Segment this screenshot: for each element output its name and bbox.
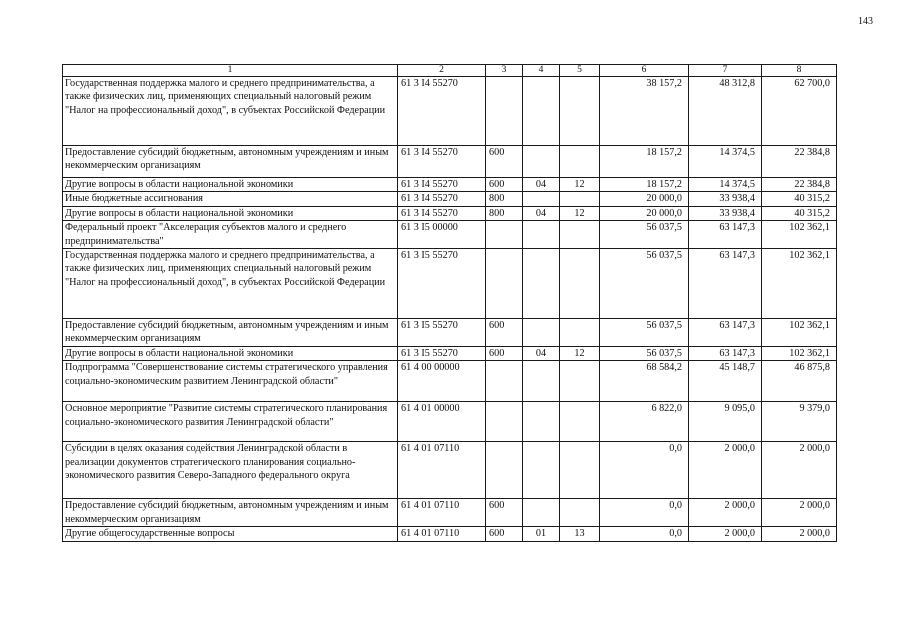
amount-cell: 22 384,8 [762,178,837,192]
amount-cell: 63 147,3 [689,319,762,347]
amount-cell: 20 000,0 [600,206,689,220]
amount-cell: 68 584,2 [600,361,689,402]
subsection-cell [560,77,600,146]
amount-cell: 0,0 [600,442,689,499]
subsection-cell [560,221,600,249]
amount-cell: 2 000,0 [762,442,837,499]
budget-table [62,64,837,542]
table-row [63,442,837,499]
expense-type-cell: 600 [486,319,523,347]
expense-type-cell [486,221,523,249]
expense-type-cell [486,249,523,319]
amount-cell: 63 147,3 [689,347,762,361]
expense-type-cell: 600 [486,146,523,178]
row-name-cell: Предоставление субсидий бюджетным, автономным учреждениям и иным некоммерческим организациям [63,146,398,178]
column-header: 6 [600,65,689,77]
target-article-cell: 61 3 I4 55270 [398,146,486,178]
target-article-cell: 61 4 01 07110 [398,499,486,527]
table-row [63,347,837,361]
amount-cell: 63 147,3 [689,221,762,249]
table-row [63,402,837,442]
amount-cell: 56 037,5 [600,347,689,361]
target-article-cell: 61 3 I4 55270 [398,77,486,146]
section-cell [523,77,560,146]
target-article-cell: 61 4 01 07110 [398,527,486,541]
amount-cell: 14 374,5 [689,178,762,192]
amount-cell: 18 157,2 [600,146,689,178]
subsection-cell: 12 [560,347,600,361]
row-name-cell: Предоставление субсидий бюджетным, автономным учреждениям и иным некоммерческим организациям [63,499,398,527]
section-cell [523,249,560,319]
section-cell [523,361,560,402]
column-header: 1 [63,65,398,77]
amount-cell: 6 822,0 [600,402,689,442]
amount-cell: 9 095,0 [689,402,762,442]
amount-cell: 2 000,0 [689,442,762,499]
target-article-cell: 61 4 01 00000 [398,402,486,442]
amount-cell: 63 147,3 [689,249,762,319]
expense-type-cell: 600 [486,527,523,541]
subsection-cell [560,319,600,347]
target-article-cell: 61 3 I5 55270 [398,347,486,361]
column-header: 5 [560,65,600,77]
table-row [63,146,837,178]
section-cell [523,319,560,347]
row-name-cell: Иные бюджетные ассигнования [63,192,398,206]
target-article-cell: 61 4 01 07110 [398,442,486,499]
table-header-row [63,65,837,77]
page-number: 143 [858,16,873,27]
subsection-cell [560,361,600,402]
amount-cell: 9 379,0 [762,402,837,442]
amount-cell: 22 384,8 [762,146,837,178]
section-cell: 04 [523,347,560,361]
table-row [63,221,837,249]
amount-cell: 48 312,8 [689,77,762,146]
subsection-cell: 12 [560,206,600,220]
target-article-cell: 61 3 I4 55270 [398,192,486,206]
amount-cell: 102 362,1 [762,319,837,347]
amount-cell: 102 362,1 [762,347,837,361]
amount-cell: 56 037,5 [600,319,689,347]
amount-cell: 18 157,2 [600,178,689,192]
subsection-cell: 13 [560,527,600,541]
table-row [63,77,837,146]
target-article-cell: 61 3 I5 55270 [398,249,486,319]
column-header: 2 [398,65,486,77]
table-row [63,178,837,192]
table-row [63,527,837,541]
amount-cell: 40 315,2 [762,206,837,220]
table-row [63,319,837,347]
column-header: 7 [689,65,762,77]
row-name-cell: Государственная поддержка малого и среднего предпринимательства, а также физических лиц, применяющих специальный налоговый режим "Налог на профессиональный доход", в субъектах Российской Федерации [63,77,398,146]
table-row [63,361,837,402]
subsection-cell [560,402,600,442]
amount-cell: 33 938,4 [689,206,762,220]
row-name-cell: Государственная поддержка малого и среднего предпринимательства, а также физических лиц, применяющих специальный налоговый режим "Налог на профессиональный доход", в субъектах Российской Федерации [63,249,398,319]
target-article-cell: 61 4 00 00000 [398,361,486,402]
table-row [63,192,837,206]
target-article-cell: 61 3 I5 55270 [398,319,486,347]
table-row [63,249,837,319]
expense-type-cell: 600 [486,178,523,192]
amount-cell: 40 315,2 [762,192,837,206]
row-name-cell: Федеральный проект "Акселерация субъектов малого и среднего предпринимательства" [63,221,398,249]
expense-type-cell [486,361,523,402]
amount-cell: 2 000,0 [762,527,837,541]
subsection-cell [560,499,600,527]
expense-type-cell: 800 [486,192,523,206]
table-row [63,499,837,527]
section-cell [523,221,560,249]
section-cell: 04 [523,206,560,220]
expense-type-cell [486,402,523,442]
column-header: 8 [762,65,837,77]
amount-cell: 14 374,5 [689,146,762,178]
amount-cell: 33 938,4 [689,192,762,206]
amount-cell: 0,0 [600,527,689,541]
row-name-cell: Предоставление субсидий бюджетным, автономным учреждениям и иным некоммерческим организациям [63,319,398,347]
amount-cell: 20 000,0 [600,192,689,206]
expense-type-cell [486,77,523,146]
section-cell [523,499,560,527]
column-header: 3 [486,65,523,77]
amount-cell: 2 000,0 [689,527,762,541]
section-cell: 04 [523,178,560,192]
expense-type-cell: 600 [486,499,523,527]
column-header: 4 [523,65,560,77]
amount-cell: 2 000,0 [689,499,762,527]
amount-cell: 102 362,1 [762,249,837,319]
row-name-cell: Другие вопросы в области национальной экономики [63,347,398,361]
target-article-cell: 61 3 I4 55270 [398,178,486,192]
expense-type-cell [486,442,523,499]
amount-cell: 62 700,0 [762,77,837,146]
table-row [63,206,837,220]
section-cell [523,442,560,499]
amount-cell: 56 037,5 [600,221,689,249]
amount-cell: 0,0 [600,499,689,527]
row-name-cell: Другие вопросы в области национальной экономики [63,178,398,192]
row-name-cell: Субсидии в целях оказания содействия Ленинградской области в реализации документов стратегического планирования социально-экономического развития Северо-Западного федерального округа [63,442,398,499]
row-name-cell: Другие вопросы в области национальной экономики [63,206,398,220]
amount-cell: 102 362,1 [762,221,837,249]
expense-type-cell: 600 [486,347,523,361]
subsection-cell: 12 [560,178,600,192]
row-name-cell: Другие общегосударственные вопросы [63,527,398,541]
amount-cell: 46 875,8 [762,361,837,402]
section-cell [523,402,560,442]
row-name-cell: Основное мероприятие "Развитие системы стратегического планирования социально-экономического развития Ленинградской области" [63,402,398,442]
subsection-cell [560,442,600,499]
amount-cell: 2 000,0 [762,499,837,527]
section-cell [523,192,560,206]
expense-type-cell: 800 [486,206,523,220]
target-article-cell: 61 3 I4 55270 [398,206,486,220]
subsection-cell [560,192,600,206]
subsection-cell [560,249,600,319]
subsection-cell [560,146,600,178]
section-cell [523,146,560,178]
amount-cell: 38 157,2 [600,77,689,146]
target-article-cell: 61 3 I5 00000 [398,221,486,249]
row-name-cell: Подпрограмма "Совершенствование системы стратегического управления социально-экономическим развитием Ленинградской области" [63,361,398,402]
section-cell: 01 [523,527,560,541]
amount-cell: 56 037,5 [600,249,689,319]
amount-cell: 45 148,7 [689,361,762,402]
